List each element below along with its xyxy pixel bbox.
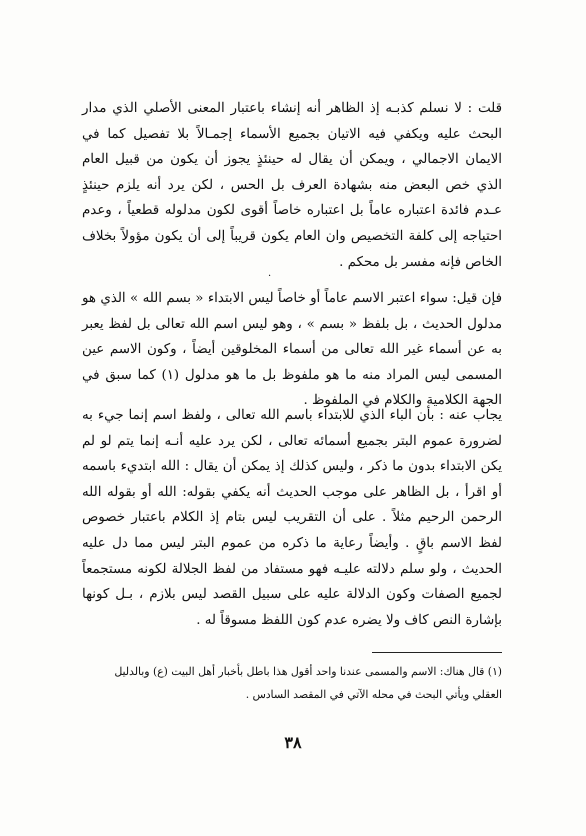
paragraph-2: فإن قيل: سواء اعتبر الاسم عاماً أو خاصاً ليس الابتداء « بسم الله » الذي هو مدلول الحديث ، بل بلفظ « بسم » ، وهو ليس اسم الله تعالى بل لفظ يعبر به عن أسماء غير الله تعالى من أسماء المخلوقين أيضاً ، وكون الاسم عين المسمى ليس المراد منه ما هو ملفوظ بل ما هو مدلول (١) كما سبق في الجهة الكلامية والكلام في الملفوظ . [82,291,502,409]
paragraph-3: يجاب عنه : بأن الباء الذي للابتداء باسم الله تعالى ، ولفظ اسم إنما جيء به لضرورة عموم البتر بجميع أسمائه تعالى ، لكن يرد عليه أنـه إنما يتم لو لم يكن الابتداء بدون ما ذكر ، وليس كذلك إذ يمكن أن يقال : الله ابتديء باسمه أو اقرأ ، بل الظاهر على موجب الحديث أنه يكفي بقوله: الله أو بقوله الله الرحمن الرحيم مثلاً . على أن التقريب ليس بتام إذ الكلام باعتبار خصوص لفظ الاسم باقٍ . وأيضاً رعاية ما ذكره من عموم البتر ليس مما دل عليه الحديث ، ولو سلم دلالته عليـه فهو مستفاد من لفظ الجلالة لكونه مستجمعاً لجميع الصفات وكون الدلالة عليه على سبيل القصد ليس بلازم ، بـل كونها بإشارة النص كاف ولا يضره عدم كون اللفظ مسوقاً له . [82,408,502,628]
footnote: (١) قال هناك: الاسم والمسمى عندنا واحد أقول هذا باطل بأخبار أهل البيت (ع) وبالدليل العقلي ويأتي البحث في محله الآتي في المقصد السادس . [114,665,502,701]
page-number: ٣٨ [284,733,302,752]
footnote-divider [372,652,502,653]
separator-mark: · [268,271,272,282]
paragraph-1: قلت : لا نسلم كذبـه إذ الظاهر أنه إنشاء باعتبار المعنى الأصلي الذي مدار البحث عليه ويكفي فيه الاتيان بجميع الأسماء إجمـالاً بلا تفصيل كما في الايمان الاجمالي ، ويمكن أن يقال له حينئذٍ يجوز أن يكون من قبيل العام الذي خص البعض منه بشهادة العرف بل الحس ، لكن يرد أنه يلزم حينئذٍ عـدم فائدة اعتباره عاماً بل اعتباره خاصاً أقوى لكون مدلوله قطعياً ، وعدم احتياجه إلى كلفة التخصيص وان العام يكون قريباً إلى أن يكون مؤولاً بخلاف الخاص فإنه مفسر بل محكم . [82,101,502,270]
